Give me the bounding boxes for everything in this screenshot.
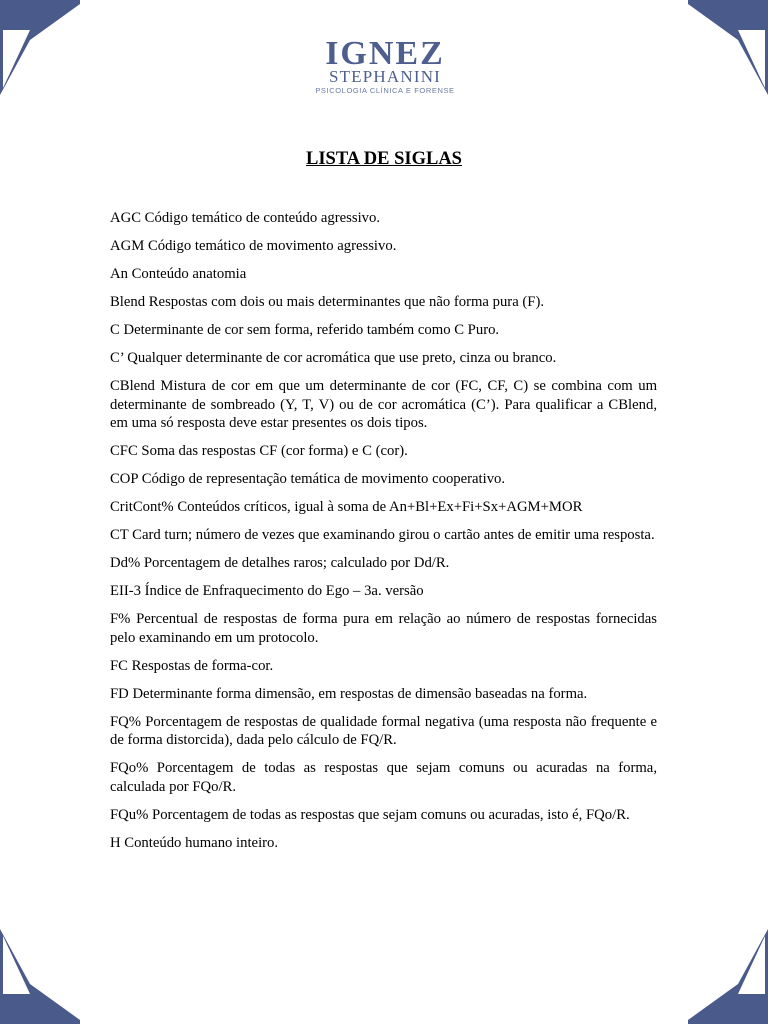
corner-decoration-top-left xyxy=(0,0,80,95)
list-item: CritCont% Conteúdos críticos, igual à soma de An+Bl+Ex+Fi+Sx+AGM+MOR xyxy=(110,499,583,515)
list-item: CBlend Mistura de cor em que um determinante de cor (FC, CF, C) se combina com um determinante de sombreado (Y, T, V) ou de cor acromática (C’). Para qualificar a CBlend, em uma só resposta deve estar presentes os dois tipos. xyxy=(110,378,657,431)
list-item: CFC Soma das respostas CF (cor forma) e C (cor). xyxy=(110,443,408,459)
list-item: COP Código de representação temática de movimento cooperativo. xyxy=(110,471,506,487)
list-item: An Conteúdo anatomia xyxy=(110,266,247,282)
corner-decoration-bottom-right xyxy=(688,929,768,1024)
list-item: FQ% Porcentagem de respostas de qualidade formal negativa (uma resposta não frequente e de forma distorcida), dada pelo cálculo de FQ/R. xyxy=(110,713,657,748)
list-item: FD Determinante forma dimensão, em respostas de dimensão baseadas na forma. xyxy=(110,685,588,702)
list-item: AGM Código temático de movimento agressivo. xyxy=(110,238,397,254)
list-item: C’ Qualquer determinante de cor acromática que use preto, cinza ou branco. xyxy=(110,350,557,366)
logo-surname: STEPHANINI xyxy=(328,67,442,86)
list-item: Blend Respostas com dois ou mais determinantes que não forma pura (F). xyxy=(110,294,545,310)
corner-decoration-bottom-left xyxy=(0,929,80,1024)
logo-name: IGNEZ xyxy=(325,35,445,72)
list-item: CT Card turn; número de vezes que examinando girou o cartão antes de emitir uma resposta. xyxy=(110,527,655,543)
logo-tagline: PSICOLOGIA CLÍNICA E FORENSE xyxy=(315,86,455,95)
list-item: FQu% Porcentagem de todas as respostas que sejam comuns ou acuradas, isto é, FQo/R. xyxy=(110,806,630,823)
list-item: Dd% Porcentagem de detalhes raros; calculado por Dd/R. xyxy=(110,555,450,571)
page-title: LISTA DE SIGLAS xyxy=(306,149,462,169)
list-item: AGC Código temático de conteúdo agressivo. xyxy=(110,210,381,226)
acronym-list xyxy=(110,209,657,862)
list-item: FC Respostas de forma-cor. xyxy=(110,657,274,674)
list-item: H Conteúdo humano inteiro. xyxy=(110,834,279,851)
list-item: F% Percentual de respostas de forma pura em relação ao número de respostas fornecidas pelo examinando em um protocolo. xyxy=(110,611,657,646)
list-item: C Determinante de cor sem forma, referido também como C Puro. xyxy=(110,322,500,338)
logo xyxy=(300,35,470,96)
corner-decoration-top-right xyxy=(688,0,768,95)
list-item: EII-3 Índice de Enfraquecimento do Ego – 3a. versão xyxy=(110,583,424,599)
list-item: FQo% Porcentagem de todas as respostas que sejam comuns ou acuradas na forma, calculada por FQo/R. xyxy=(110,760,657,795)
